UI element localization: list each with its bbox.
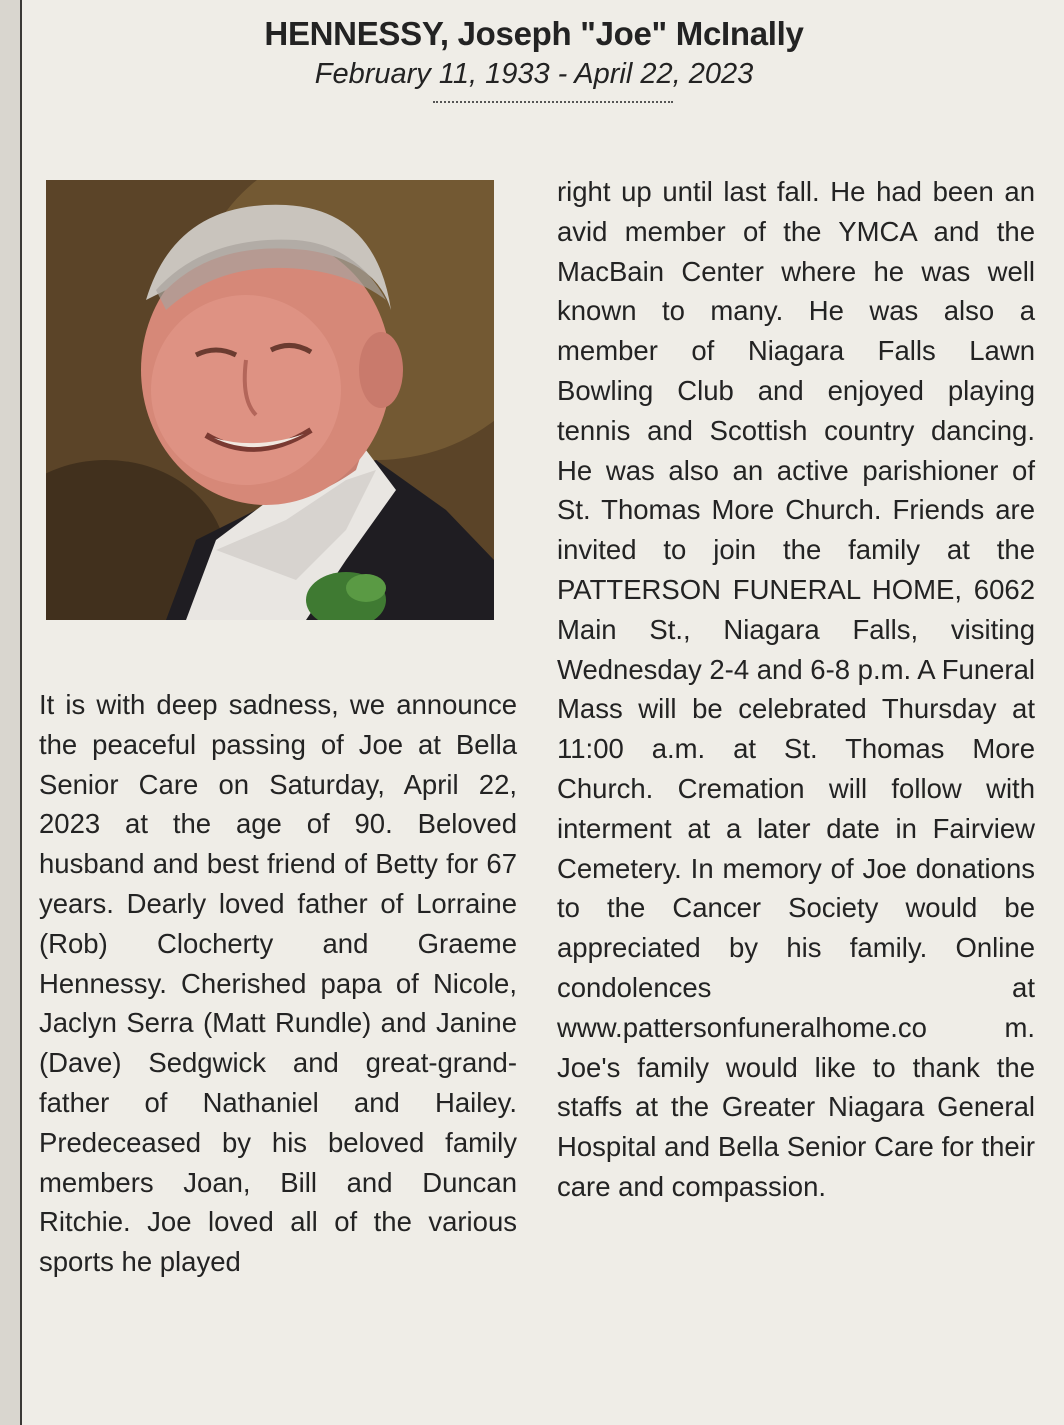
obituary-name: HENNESSY, Joseph "Joe" McInally [264,15,804,52]
obituary-text-column-left [39,685,517,1282]
portrait-photo [46,180,494,620]
obituary-text-column-right [557,172,1035,1207]
title-divider [433,101,673,103]
portrait-illustration [46,180,494,620]
obituary-paragraph-left: It is with deep sadness, we announce the peaceful passing of Joe at Bella Senior Care on Saturday, April 22, 2023 at the age of 90. Beloved husband and best friend of Betty for 67 years. Dearly loved father of Lorraine (Rob) Clocherty and Graeme Hennessy. Cherished papa of Nicole, Jaclyn Serra (Matt Rundle) and Janine (Dave) Sedgwick and great-grandfather of Nathaniel and Hailey. Predeceased by his beloved family members Joan, Bill and Duncan Ritchie. Joe loved all of the various sports he played [39,689,517,1278]
obituary-paragraph-right: right up until last fall. He had been an avid member of the YMCA and the MacBain Center where he was well known to many. He was also a member of Niagara Falls Lawn Bowling Club and enjoyed playing tennis and Scottish country dancing. He was also an active parishioner of St. Thomas More Church. Friends are invited to join the family at the PATTERSON FUNERAL HOME, 6062 Main St., Niagara Falls, visiting Wednesday 2-4 and 6-8 p.m. A Funeral Mass will be celebrated Thursday at 11:00 a.m. at St. Thomas More Church. Cremation will follow with interment at a later date in Fairview Cemetery. In memory of Joe donations to the Cancer Society would be appreciated by his family. Online condolences at www.pattersonfuneralhome.co m. Joe's family would like to thank the staffs at the Greater Niagara General Hospital and Bella Senior Care for their care and compassion. [557,176,1035,1202]
obituary-clipping [20,0,1064,1425]
obituary-dates: February 11, 1933 - April 22, 2023 [314,58,754,90]
